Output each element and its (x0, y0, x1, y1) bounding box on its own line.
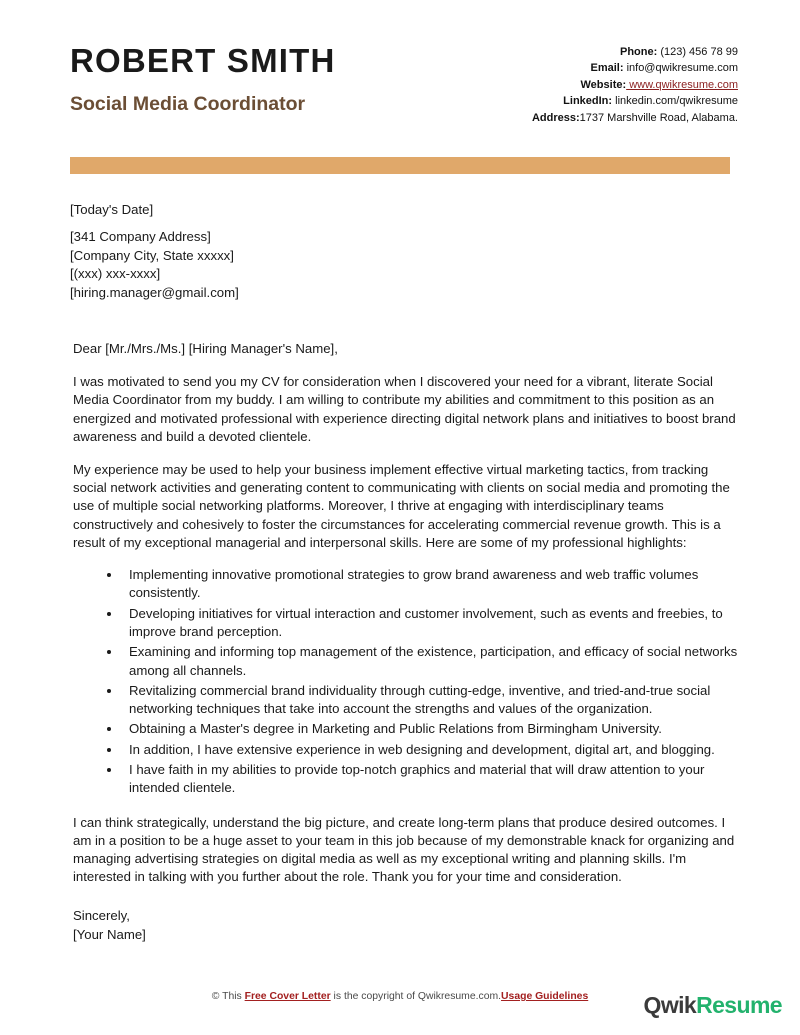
footer-copy-middle: is the copyright of Qwikresume.com. (330, 991, 502, 1002)
document-footer (0, 983, 800, 1035)
bullet-icon (107, 573, 111, 577)
contact-phone-value: (123) 456 78 99 (657, 46, 738, 58)
accent-divider-bar (70, 157, 730, 174)
list-item (107, 761, 738, 798)
signature-block (70, 907, 738, 944)
list-item-text: Obtaining a Master's degree in Marketing and Public Relations from Birmingham University. (129, 721, 662, 737)
qwikresume-logo[interactable] (644, 992, 782, 1018)
bullet-icon (107, 748, 111, 752)
contact-website-link[interactable]: www.qwikresume.com (626, 78, 738, 91)
contact-linkedin-label: LinkedIn: (563, 95, 613, 108)
applicant-job-title: Social Media Coordinator (70, 92, 306, 115)
recipient-spacer (70, 219, 738, 228)
list-item-text: Examining and informing top management of the existence, participation, and efficacy of social networks among all channels. (129, 644, 738, 678)
list-item (107, 720, 738, 738)
contact-email-label: Email: (590, 62, 624, 75)
contact-address-label: Address: (531, 111, 580, 124)
contact-details (532, 36, 738, 126)
bullet-icon (107, 612, 111, 616)
contact-address (532, 110, 738, 126)
list-item-text: Implementing innovative promotional strategies to grow brand awareness and web traffic volumes consistently. (129, 567, 699, 601)
bullet-icon (107, 650, 111, 654)
list-item (107, 643, 738, 680)
bullet-icon (107, 689, 111, 693)
identity-block (70, 36, 336, 115)
list-item-text: Revitalizing commercial brand individuality through cutting-edge, inventive, and tried-and-true social networking techniques that take into account the strengths and values of the organization. (129, 682, 711, 717)
recipient-address-line-1: [341 Company Address] (70, 229, 211, 245)
applicant-name: ROBERT SMITH (70, 42, 336, 79)
list-item-text: In addition, I have extensive experience in web designing and development, digital art, and blogging. (129, 741, 715, 757)
list-item (107, 682, 738, 719)
free-cover-letter-link[interactable]: Free Cover Letter (244, 991, 331, 1002)
list-item (107, 605, 738, 642)
contact-email (532, 60, 738, 76)
logo-text-qwik: Qwik (643, 992, 697, 1018)
recipient-address-line-2: [Company City, State xxxxx] (70, 247, 234, 263)
bullet-icon (107, 727, 111, 731)
sign-off-text: Sincerely, (73, 908, 130, 924)
letter-date: [Today's Date] (70, 202, 154, 218)
bullet-icon (107, 768, 111, 772)
letter-closing-paragraph: I can think strategically, understand the big picture, and create long-term plans that produce desired outcomes. I am in a position to be a huge asset to your team in this job because of my demonstrable knack for organizing and managing advertising strategies on digital media as well as my exceptional writing and planning skills. I'm interested in talking with you further about the role. Thank you for your time and consideration. (73, 814, 735, 885)
contact-website-label: Website: (580, 78, 627, 91)
contact-linkedin (532, 93, 738, 109)
contact-phone (532, 44, 738, 60)
document-header (0, 0, 800, 126)
recipient-email: [hiring.manager@gmail.com] (70, 284, 239, 300)
salutation: Dear [Mr./Mrs./Ms.] [Hiring Manager's Name], (73, 341, 338, 357)
contact-address-value: 1737 Marshville Road, Alabama. (579, 111, 738, 124)
list-item (107, 566, 738, 603)
list-item-text: I have faith in my abilities to provide top-notch graphics and material that will draw attention to your intended clientele. (129, 762, 705, 796)
contact-phone-label: Phone: (619, 46, 658, 58)
contact-linkedin-value: linkedin.com/qwikresume (612, 95, 738, 108)
contact-website (532, 77, 738, 93)
letter-paragraph-1: I was motivated to send you my CV for consideration when I discovered your need for a vibrant, literate Social Media Coordinator from my buddy. I am willing to contribute my abilities and commitment to this position as an energized and motivated professional with experience directing digital network plans and initiatives to boost brand awareness and build a devoted clientele. (73, 374, 736, 444)
list-item (107, 741, 738, 759)
professional-highlights-list (70, 566, 738, 798)
footer-copy-prefix: © This (211, 991, 245, 1002)
recipient-phone: [(xxx) xxx-xxxx] (70, 266, 161, 282)
contact-email-value: info@qwikresume.com (623, 62, 738, 75)
logo-text-resume: Resume (696, 992, 782, 1018)
usage-guidelines-link[interactable]: Usage Guidelines (501, 991, 589, 1002)
letter-paragraph-2: My experience may be used to help your business implement effective virtual marketing tactics, from tracking social network activities and generating content to communicating with clients on social media and promoting the use of multiple social networking platforms. Moreover, I thrive at engaging with interdisciplinary teams constructively and cohesively to foster the circumstances for accelerating commercial revenue growth. This is a result of my exceptional managerial and interpersonal skills. Here are some of my professional highlights: (73, 462, 730, 550)
recipient-block (70, 201, 738, 302)
signature-name: [Your Name] (73, 927, 146, 943)
letter-body (0, 201, 800, 945)
list-item-text: Developing initiatives for virtual interaction and customer involvement, such as events and freebies, to improve brand perception. (129, 605, 723, 639)
